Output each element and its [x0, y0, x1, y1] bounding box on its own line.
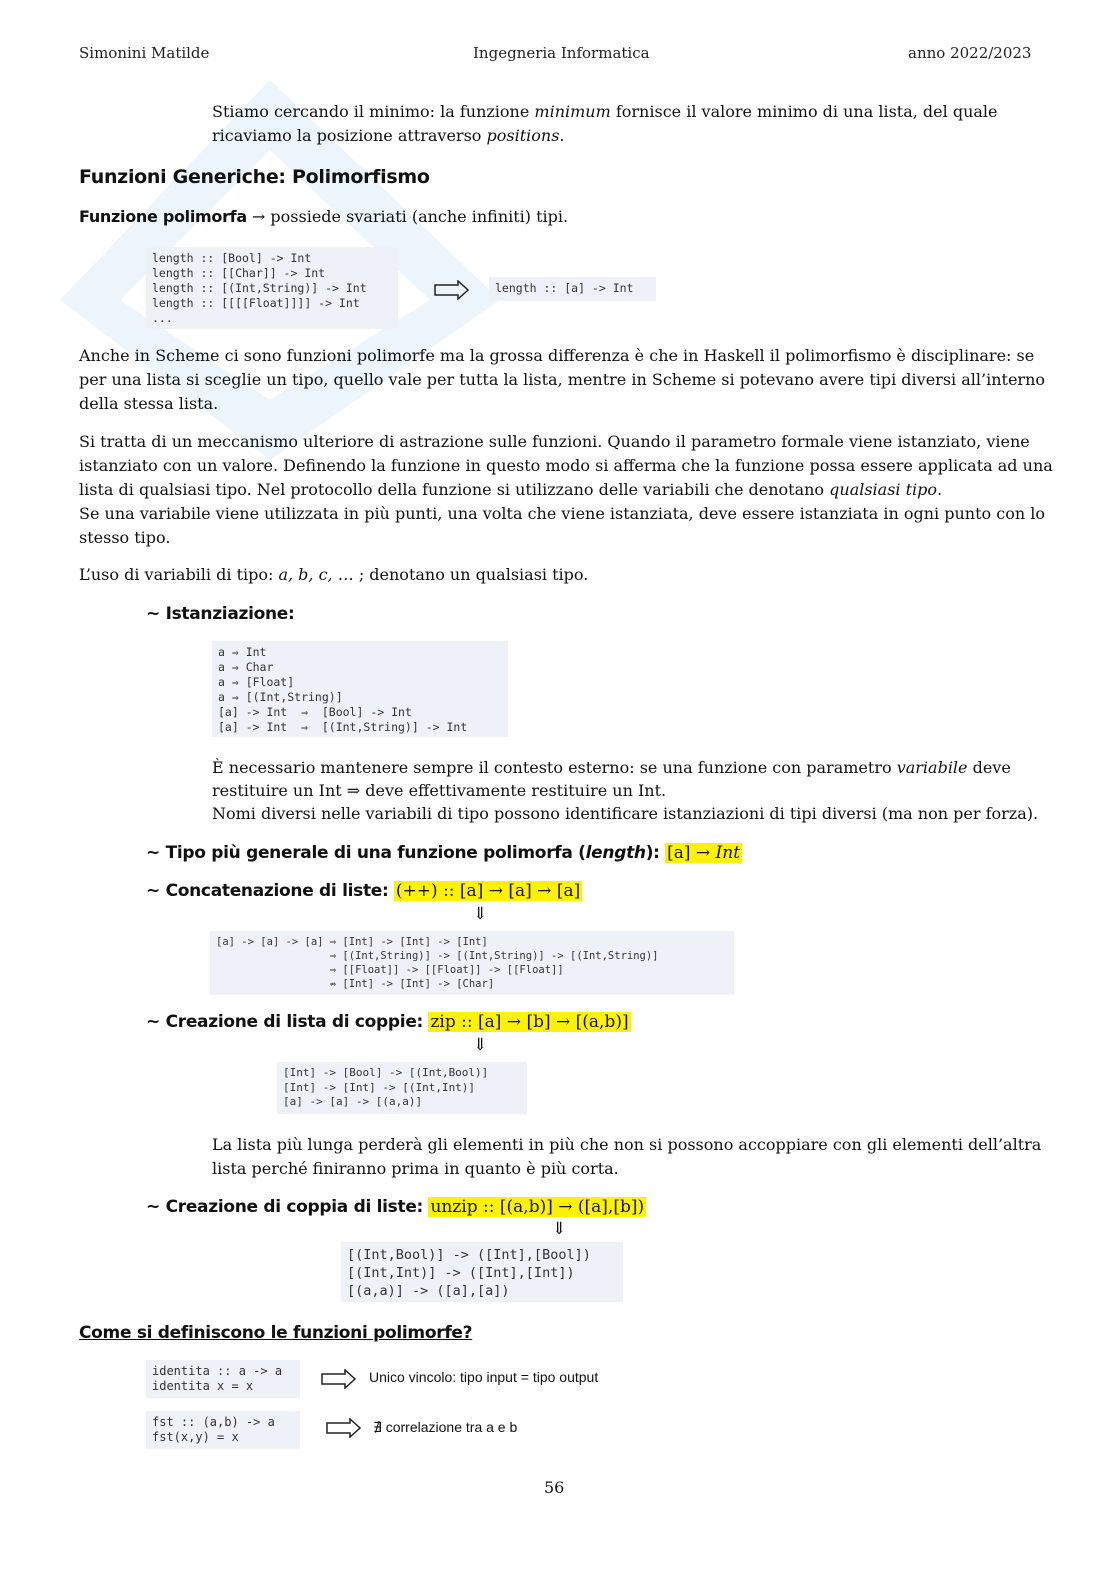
- section-title: Funzioni Generiche: Polimorfismo: [79, 166, 430, 188]
- typevars-line: L’uso di variabili di tipo: a, b, c, … ; denotano un qualsiasi tipo.: [79, 565, 589, 584]
- paragraph-astrazione-4: Se una variabile viene utilizzata in più punti, una volta che viene istanziata, deve essere istanziata in ogni punto con lo: [79, 504, 1045, 523]
- unzip-line: ~ Creazione di coppia di liste: unzip :: [(a,b)] → ([a],[b]): [146, 1197, 645, 1217]
- istanziazione-text-2: restituire un Int ⇒ deve effettivamente restituire un Int.: [212, 781, 667, 800]
- istanziazione-text-3: Nomi diversi nelle variabili di tipo possono identificare istanziazioni di tipi diversi (ma non per forza).: [212, 804, 1039, 823]
- code-fst: fst :: (a,b) -> a fst(x,y) = x: [146, 1411, 300, 1449]
- come-title: Come si definiscono le funzioni polimorfe?: [79, 1323, 473, 1343]
- header-author: Simonini Matilde: [79, 44, 210, 62]
- implies-arrow-icon: [326, 1418, 362, 1438]
- page-number: 56: [544, 1478, 565, 1497]
- paragraph-scheme-2: per una lista si sceglie un tipo, quello vale per tutta la lista, mentre in Scheme si potevano avere tipi diversi all’interno: [79, 370, 1045, 389]
- unzip-highlight: unzip :: [(a,b)] → ([a],[b]): [430, 1197, 645, 1217]
- header-year: anno 2022/2023: [908, 44, 1032, 62]
- paragraph-scheme-3: della stessa lista.: [79, 394, 219, 413]
- intro-line-1: Stiamo cercando il minimo: la funzione minimum fornisce il valore minimo di una lista, del quale: [212, 102, 998, 121]
- header-course: Ingegneria Informatica: [473, 44, 650, 62]
- code-length-general: length :: [a] -> Int: [489, 277, 656, 301]
- intro-line-2: ricaviamo la posizione attraverso positions.: [212, 126, 565, 145]
- paragraph-astrazione-5: stesso tipo.: [79, 528, 171, 547]
- code-concat: [a] -> [a] -> [a] ⇒ [Int] -> [Int] -> [Int] ⇒ [(Int,String)] -> [(Int,String)] -> [(Int,String)] ⇒ [[Float]] -> [[Float]] -> [[Float]] ⇏ [Int] -> [Int] -> [Char]: [210, 931, 734, 995]
- zip-text-1: La lista più lunga perderà gli elementi in più che non si possono accoppiare con gli elementi dell’altra: [212, 1135, 1042, 1154]
- paragraph-astrazione-1: Si tratta di un meccanismo ulteriore di astrazione sulle funzioni. Quando il parametro formale viene istanziato, viene: [79, 432, 1030, 451]
- paragraph-scheme-1: Anche in Scheme ci sono funzioni polimorfe ma la grossa differenza è che in Haskell il polimorfismo è disciplinare: se: [79, 346, 1035, 365]
- zip-text-2: lista perché finiranno prima in quanto è più corta.: [212, 1159, 619, 1178]
- concat-line: ~ Concatenazione di liste: (++) :: [a] → [a] → [a]: [146, 881, 581, 901]
- tipo-generale-line: ~ Tipo più generale di una funzione polimorfa (length): [a] → Int: [146, 843, 741, 863]
- code-identita: identita :: a -> a identita x = x: [146, 1360, 300, 1398]
- poly-definition: Funzione polimorfa → possiede svariati (anche infiniti) tipi.: [79, 207, 569, 226]
- implies-arrow-icon: [321, 1369, 357, 1389]
- zip-line: ~ Creazione di lista di coppie: zip :: [a] → [b] → [(a,b)]: [146, 1012, 629, 1032]
- down-arrow-icon: ⇓: [552, 1219, 567, 1239]
- implies-arrow-icon: [434, 280, 470, 300]
- note-fst: ∄ correlazione tra a e b: [373, 1419, 518, 1435]
- code-istanziazione: a ⇒ Int a ⇒ Char a ⇒ [Float] a ⇒ [(Int,String)] [a] -> Int ⇒ [Bool] -> Int [a] -> Int ⇒ [(Int,String)] -> Int: [212, 641, 508, 737]
- paragraph-astrazione-3: lista di qualsiasi tipo. Nel protocollo della funzione si utilizzano delle variabili che denotano qualsiasi tipo.: [79, 480, 943, 499]
- down-arrow-icon: ⇓: [473, 1035, 488, 1055]
- paragraph-astrazione-2: istanziato con un valore. Definendo la funzione in questo modo si afferma che la funzione possa essere applicata ad una: [79, 456, 1053, 475]
- note-identita: Unico vincolo: tipo input = tipo output: [369, 1369, 599, 1385]
- istanziazione-text-1: È necessario mantenere sempre il contesto esterno: se una funzione con parametro variabile deve: [212, 758, 1011, 777]
- tipo-generale-highlight: [a] → Int: [667, 843, 741, 863]
- code-zip: [Int] -> [Bool] -> [(Int,Bool)] [Int] -> [Int] -> [(Int,Int)] [a] -> [a] -> [(a,a)]: [277, 1062, 527, 1114]
- code-length-examples: length :: [Bool] -> Int length :: [[Char]] -> Int length :: [(Int,String)] -> Int length :: [[[[Float]]]] -> Int ...: [146, 247, 398, 329]
- istanziazione-title: ~ Istanziazione:: [146, 604, 295, 624]
- down-arrow-icon: ⇓: [473, 904, 488, 924]
- concat-highlight: (++) :: [a] → [a] → [a]: [395, 881, 581, 901]
- zip-highlight: zip :: [a] → [b] → [(a,b)]: [430, 1012, 629, 1032]
- code-unzip: [(Int,Bool)] -> ([Int],[Bool]) [(Int,Int)] -> ([Int],[Int]) [(a,a)] -> ([a],[a]): [341, 1242, 623, 1302]
